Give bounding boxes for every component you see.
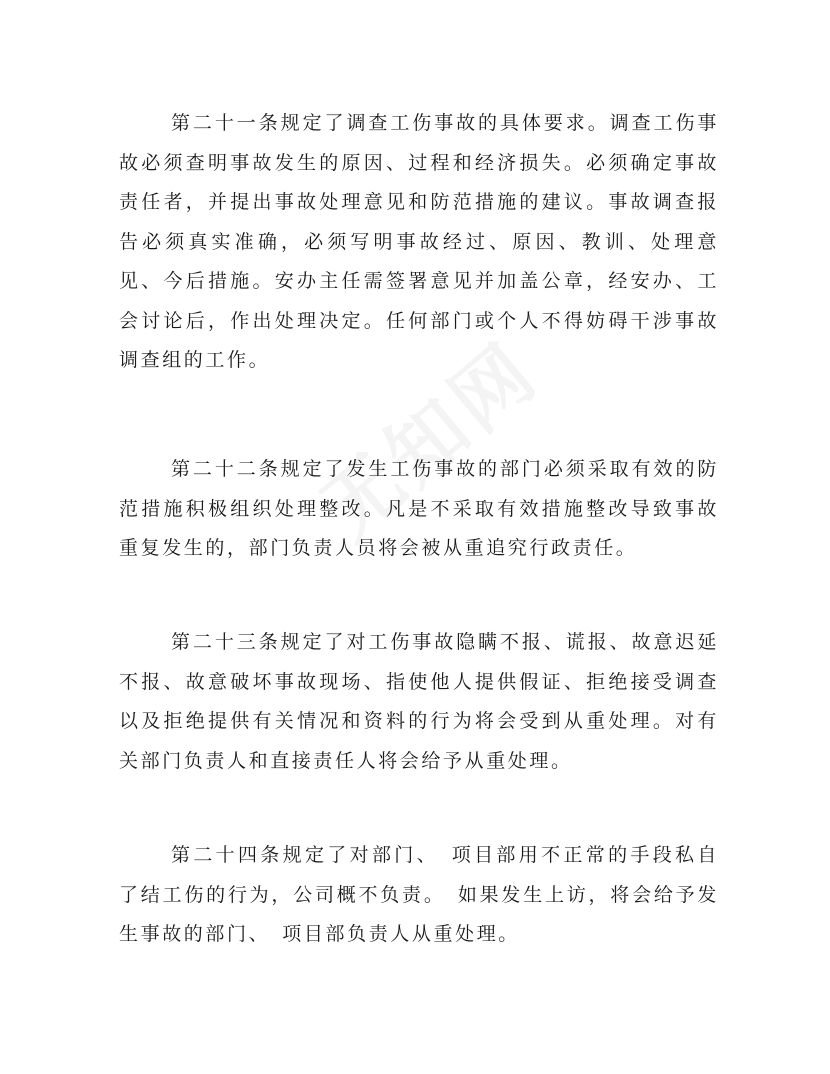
paragraph-article-22: 第二十二条规定了发生工伤事故的部门必须采取有效的防范措施积极组织处理整改。凡是不采取有效措施整改导致事故重复发生的，部门负责人员将会被从重追究行政责任。 (119, 458, 719, 559)
paragraph-article-21: 第二十一条规定了调查工伤事故的具体要求。调查工伤事故必须查明事故发生的原因、过程和经济损失。必须确定事故责任者，并提出事故处理意见和防范措施的建议。事故调查报告必须真实准确，必须写明事故经过、原因、教训、处理意见、今后措施。安办主任需签署意见并加盖公章，经安办、工会讨论后，作出处理决定。任何部门或个人不得妨碍干涉事故调查组的工作。 (119, 112, 719, 371)
paragraph-article-24: 第二十四条规定了对部门、 项目部用不正常的手段私自了结工伤的行为，公司概不负责。 如果发生上访，将会给予发生事故的部门、 项目部负责人从重处理。 (119, 844, 719, 945)
paragraph-article-23: 第二十三条规定了对工伤事故隐瞒不报、谎报、故意迟延不报、故意破坏事故现场、指使他人提供假证、拒绝接受调查以及拒绝提供有关情况和资料的行为将会受到从重处理。对有关部门负责人和直接责任人将会给予从重处理。 (119, 631, 719, 772)
